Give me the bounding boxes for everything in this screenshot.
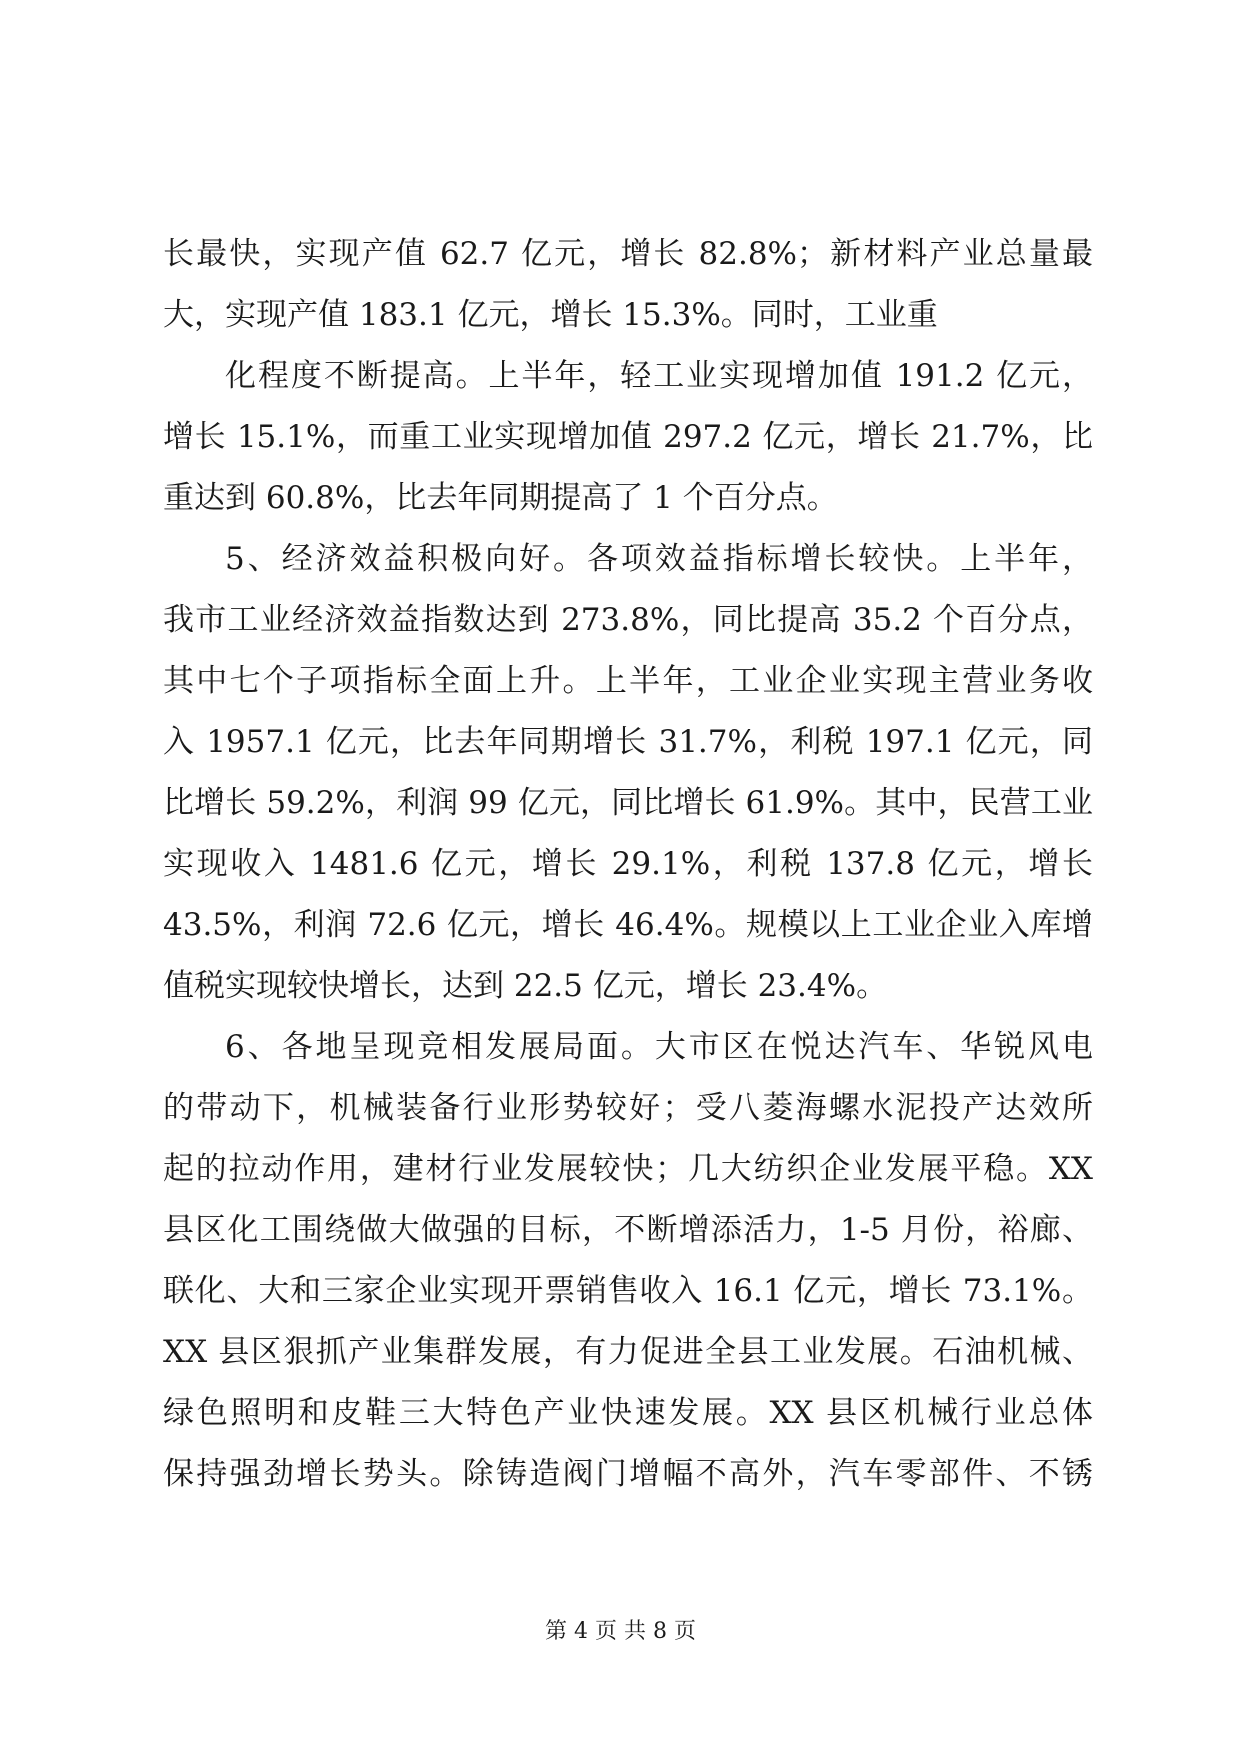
text-line: 入 1957.1 亿元，比去年同期增长 31.7%，利税 197.1 亿元，同 (163, 724, 1093, 760)
page-footer: 第 4 页 共 8 页 (545, 1619, 696, 1644)
text-line: 6、各地呈现竞相发展局面。大市区在悦达汽车、华锐风电 (225, 1029, 1093, 1065)
text-line: 联化、大和三家企业实现开票销售收入 16.1 亿元，增长 73.1%。 (163, 1273, 1094, 1309)
text-line: 绿色照明和皮鞋三大特色产业快速发展。XX 县区机械行业总体 (163, 1395, 1093, 1431)
text-line: 重达到 60.8%，比去年同期提高了 1 个百分点。 (163, 480, 838, 516)
text-line: 大，实现产值 183.1 亿元，增长 15.3%。同时，工业重 (163, 297, 938, 333)
text-line: 其中七个子项指标全面上升。上半年，工业企业实现主营业务收 (163, 663, 1093, 699)
document-body (163, 224, 1093, 1505)
text-line: 的带动下，机械装备行业形势较好；受八菱海螺水泥投产达效所 (163, 1090, 1093, 1126)
text-line: 化程度不断提高。上半年，轻工业实现增加值 191.2 亿元， (225, 358, 1093, 394)
text-line: 值税实现较快增长，达到 22.5 亿元，增长 23.4%。 (163, 968, 888, 1004)
text-line: 5、经济效益积极向好。各项效益指标增长较快。上半年， (225, 541, 1093, 577)
text-line: 增长 15.1%，而重工业实现增加值 297.2 亿元，增长 21.7%，比 (163, 419, 1093, 455)
text-line: 长最快，实现产值 62.7 亿元，增长 82.8%；新材料产业总量最 (163, 236, 1093, 272)
text-line: 43.5%，利润 72.6 亿元，增长 46.4%。规模以上工业企业入库增 (163, 907, 1093, 943)
text-line: 保持强劲增长势头。除铸造阀门增幅不高外，汽车零部件、不锈 (163, 1456, 1093, 1492)
text-line: 起的拉动作用，建材行业发展较快；几大纺织企业发展平稳。XX (163, 1151, 1093, 1187)
text-line: 比增长 59.2%，利润 99 亿元，同比增长 61.9%。其中，民营工业 (163, 785, 1093, 821)
text-line: 我市工业经济效益指数达到 273.8%，同比提高 35.2 个百分点， (163, 602, 1093, 638)
text-line: 实现收入 1481.6 亿元，增长 29.1%，利税 137.8 亿元，增长 (163, 846, 1093, 882)
text-line: XX 县区狠抓产业集群发展，有力促进全县工业发展。石油机械、 (163, 1334, 1093, 1370)
text-line: 县区化工围绕做大做强的目标，不断增添活力，1-5 月份，裕廊、 (163, 1212, 1093, 1248)
